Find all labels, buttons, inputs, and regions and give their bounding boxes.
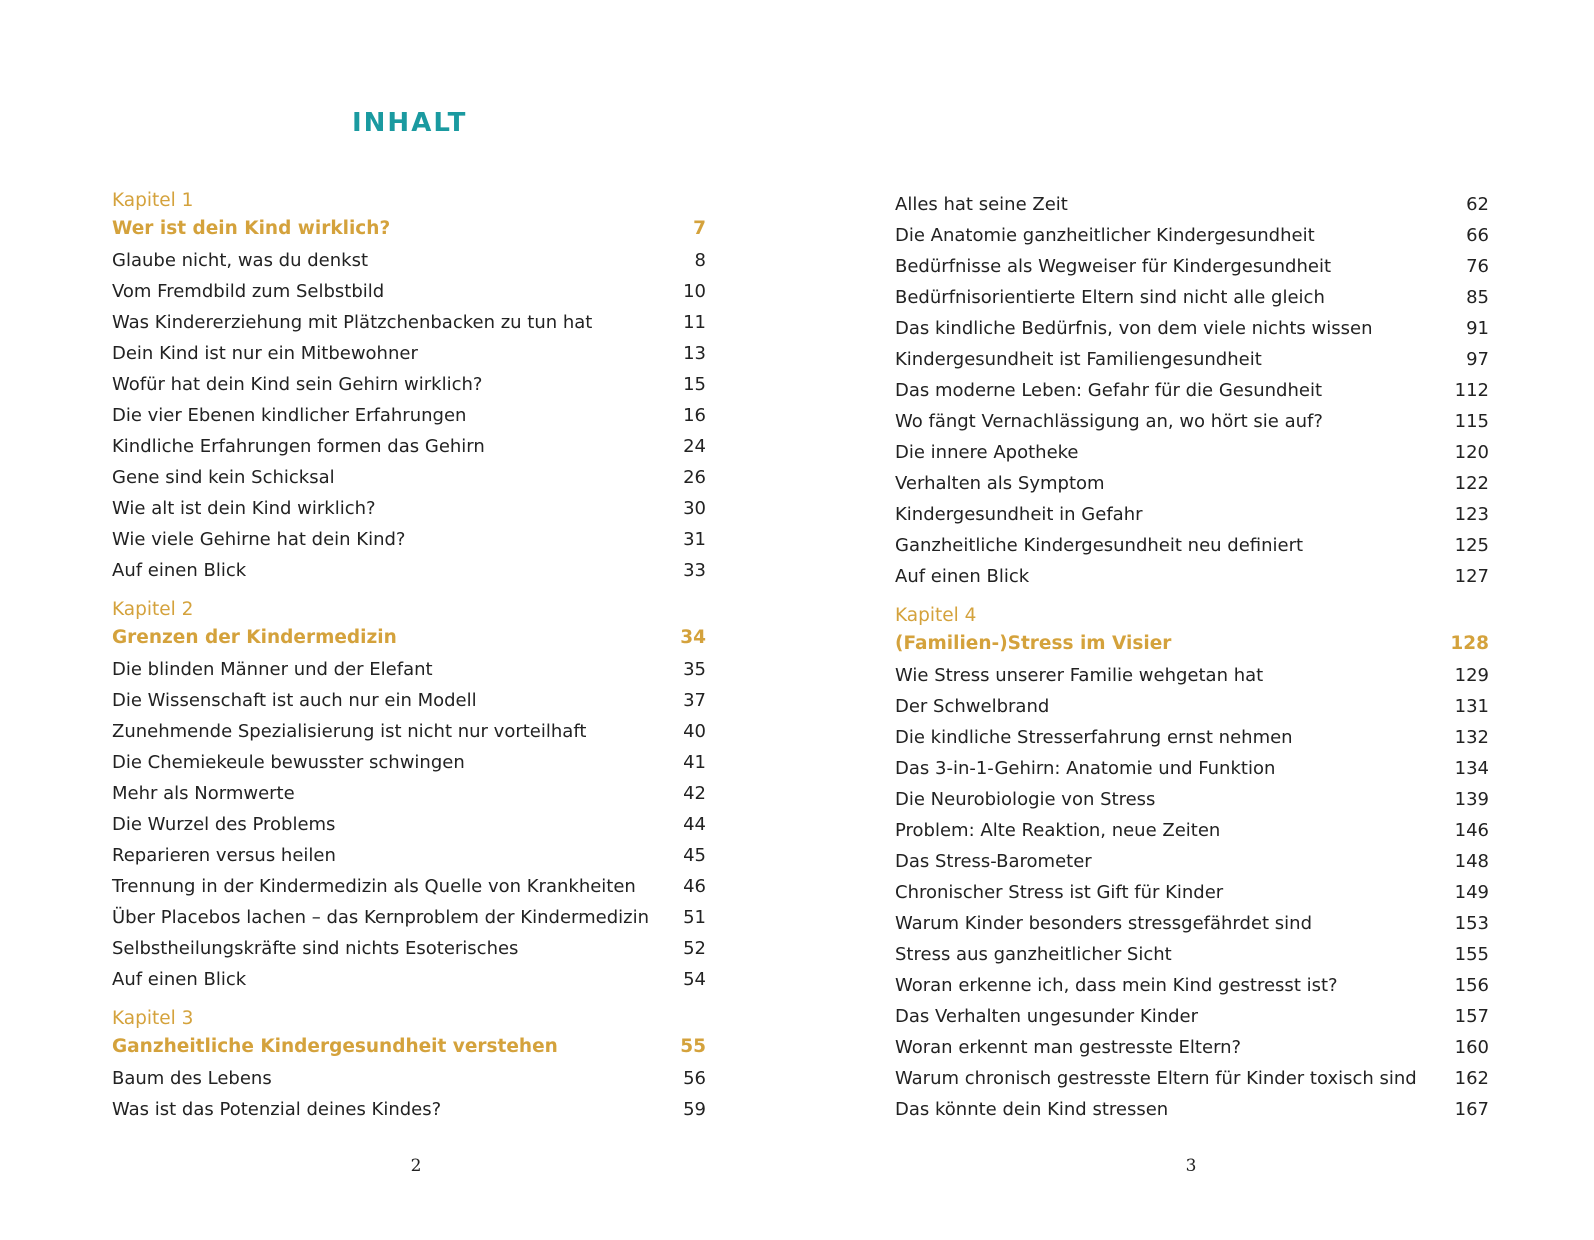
- toc-entry-page: 120: [1454, 442, 1489, 463]
- toc-entry-page: 157: [1454, 1006, 1489, 1027]
- toc-entry: [895, 877, 1489, 908]
- toc-entry: [112, 809, 706, 840]
- toc-title: INHALT: [352, 108, 468, 138]
- toc-entry: [112, 902, 706, 933]
- toc-entry: [895, 939, 1489, 970]
- chapter-page: 7: [693, 218, 706, 239]
- toc-entry-page: 46: [683, 876, 706, 897]
- toc-entry-title: Warum chronisch gestresste Eltern für Kinder toxisch sind: [895, 1068, 1417, 1089]
- toc-entry-title: Bedürfnisorientierte Eltern sind nicht alle gleich: [895, 287, 1325, 308]
- toc-entry-page: 112: [1454, 380, 1489, 401]
- toc-entry-title: Baum des Lebens: [112, 1068, 272, 1089]
- left-toc-column: [112, 189, 706, 1125]
- toc-entry-page: 155: [1454, 944, 1489, 965]
- toc-entry-title: Die Chemiekeule bewusster schwingen: [112, 752, 465, 773]
- toc-entry-page: 45: [683, 845, 706, 866]
- chapter-page: 55: [680, 1036, 706, 1057]
- chapter-title: Ganzheitliche Kindergesundheit verstehen: [112, 1036, 558, 1057]
- chapter-title: Wer ist dein Kind wirklich?: [112, 218, 391, 239]
- chapter-label: Kapitel 1: [112, 190, 194, 211]
- toc-entry-page: 129: [1454, 665, 1489, 686]
- toc-entry: [895, 344, 1489, 375]
- toc-entry-page: 139: [1454, 789, 1489, 810]
- toc-entry: [895, 1032, 1489, 1063]
- toc-entry-page: 132: [1454, 727, 1489, 748]
- toc-entry-page: 24: [683, 436, 706, 457]
- toc-entry-title: Dein Kind ist nur ein Mitbewohner: [112, 343, 418, 364]
- toc-entry-title: Die Anatomie ganzheitlicher Kindergesundheit: [895, 225, 1315, 246]
- chapter-title: (Familien-)Stress im Visier: [895, 633, 1172, 654]
- toc-entry-page: 8: [694, 250, 706, 271]
- toc-entry-page: 54: [683, 969, 706, 990]
- chapter-heading: [112, 1031, 706, 1063]
- toc-entry: [112, 871, 706, 902]
- right-toc-column: [895, 189, 1489, 1125]
- toc-entry: [895, 437, 1489, 468]
- toc-entry: [895, 251, 1489, 282]
- toc-entry-title: Glaube nicht, was du denkst: [112, 250, 368, 271]
- toc-entry-title: Wie viele Gehirne hat dein Kind?: [112, 529, 406, 550]
- toc-entry: [895, 530, 1489, 561]
- toc-entry-title: Reparieren versus heilen: [112, 845, 336, 866]
- page-number-right: 3: [1185, 1156, 1197, 1176]
- toc-entry: [112, 778, 706, 809]
- toc-entry-page: 149: [1454, 882, 1489, 903]
- toc-entry: [112, 462, 706, 493]
- toc-entry-title: Die kindliche Stresserfahrung ernst nehmen: [895, 727, 1293, 748]
- toc-entry-page: 10: [683, 281, 706, 302]
- toc-entry-page: 62: [1466, 194, 1489, 215]
- toc-entry-page: 167: [1454, 1099, 1489, 1120]
- toc-entry-title: Alles hat seine Zeit: [895, 194, 1068, 215]
- toc-entry: [895, 846, 1489, 877]
- toc-entry-title: Ganzheitliche Kindergesundheit neu definiert: [895, 535, 1304, 556]
- chapter-heading: [112, 213, 706, 245]
- toc-entry-title: Das moderne Leben: Gefahr für die Gesundheit: [895, 380, 1322, 401]
- toc-entry-page: 85: [1466, 287, 1489, 308]
- toc-entry-page: 33: [683, 560, 706, 581]
- toc-entry-title: Die Neurobiologie von Stress: [895, 789, 1156, 810]
- chapter-label: Kapitel 2: [112, 599, 194, 620]
- toc-entry: [895, 282, 1489, 313]
- toc-entry-page: 123: [1454, 504, 1489, 525]
- toc-entry: [895, 561, 1489, 592]
- toc-entry-title: Trennung in der Kindermedizin als Quelle von Krankheiten: [112, 876, 636, 897]
- toc-entry: [895, 908, 1489, 939]
- toc-entry: [112, 654, 706, 685]
- chapter-block: [112, 598, 706, 995]
- chapter-block: [112, 189, 706, 586]
- toc-entry-title: Die innere Apotheke: [895, 442, 1079, 463]
- toc-entry-page: 162: [1454, 1068, 1489, 1089]
- toc-entry-title: Auf einen Blick: [112, 969, 247, 990]
- toc-entry-title: Bedürfnisse als Wegweiser für Kindergesundheit: [895, 256, 1332, 277]
- toc-entry-page: 153: [1454, 913, 1489, 934]
- toc-entry-page: 131: [1454, 696, 1489, 717]
- toc-entry-page: 40: [683, 721, 706, 742]
- toc-entry: [895, 1063, 1489, 1094]
- toc-entry: [112, 747, 706, 778]
- toc-entry-title: Vom Fremdbild zum Selbstbild: [112, 281, 385, 302]
- toc-entry-page: 148: [1454, 851, 1489, 872]
- toc-entry-page: 134: [1454, 758, 1489, 779]
- right-page: [797, 0, 1594, 1240]
- toc-entry: [895, 815, 1489, 846]
- toc-entry: [895, 375, 1489, 406]
- toc-entry: [112, 1094, 706, 1125]
- toc-entry: [112, 555, 706, 586]
- toc-entry-page: 44: [683, 814, 706, 835]
- toc-entry-title: Wie alt ist dein Kind wirklich?: [112, 498, 376, 519]
- toc-entry: [895, 1094, 1489, 1125]
- toc-entry-title: Die vier Ebenen kindlicher Erfahrungen: [112, 405, 467, 426]
- toc-entry: [895, 499, 1489, 530]
- toc-entry: [895, 753, 1489, 784]
- toc-entry: [112, 369, 706, 400]
- toc-entry: [112, 338, 706, 369]
- toc-entry-page: 160: [1454, 1037, 1489, 1058]
- toc-entry-title: Das könnte dein Kind stressen: [895, 1099, 1169, 1120]
- toc-entry-title: Woran erkenne ich, dass mein Kind gestresst ist?: [895, 975, 1338, 996]
- toc-entry: [112, 1063, 706, 1094]
- toc-entry-page: 42: [683, 783, 706, 804]
- chapter-heading: [112, 622, 706, 654]
- toc-entry-page: 16: [683, 405, 706, 426]
- toc-entry-page: 59: [683, 1099, 706, 1120]
- toc-entry-title: Wofür hat dein Kind sein Gehirn wirklich?: [112, 374, 483, 395]
- toc-entry-page: 76: [1466, 256, 1489, 277]
- toc-entry: [895, 189, 1489, 220]
- toc-entry: [112, 685, 706, 716]
- toc-entry-title: Wo fängt Vernachlässigung an, wo hört sie auf?: [895, 411, 1323, 432]
- toc-entry: [895, 220, 1489, 251]
- chapter-page: 128: [1450, 633, 1489, 654]
- toc-entry-title: Das kindliche Bedürfnis, von dem viele nichts wissen: [895, 318, 1373, 339]
- toc-entry: [895, 970, 1489, 1001]
- toc-entry: [895, 313, 1489, 344]
- toc-entry-title: Zunehmende Spezialisierung ist nicht nur vorteilhaft: [112, 721, 587, 742]
- toc-entry-page: 91: [1466, 318, 1489, 339]
- toc-entry: [112, 307, 706, 338]
- chapter-label: Kapitel 4: [895, 605, 977, 626]
- chapter-block: [112, 1007, 706, 1125]
- toc-entry-title: Problem: Alte Reaktion, neue Zeiten: [895, 820, 1221, 841]
- toc-entry: [112, 431, 706, 462]
- toc-entry-page: 97: [1466, 349, 1489, 370]
- toc-entry-page: 156: [1454, 975, 1489, 996]
- toc-entry-title: Selbstheilungskräfte sind nichts Esoterisches: [112, 938, 519, 959]
- toc-entry-title: Was ist das Potenzial deines Kindes?: [112, 1099, 442, 1120]
- chapter-heading: [895, 628, 1489, 660]
- toc-entry: [895, 722, 1489, 753]
- toc-entry-page: 125: [1454, 535, 1489, 556]
- toc-entry-page: 37: [683, 690, 706, 711]
- toc-entry-title: Was Kindererziehung mit Plätzchenbacken zu tun hat: [112, 312, 593, 333]
- toc-entry-title: Kindliche Erfahrungen formen das Gehirn: [112, 436, 485, 457]
- toc-entry-title: Die Wurzel des Problems: [112, 814, 336, 835]
- toc-entry: [895, 691, 1489, 722]
- toc-entry: [895, 784, 1489, 815]
- toc-entry: [112, 840, 706, 871]
- toc-entry: [112, 524, 706, 555]
- toc-entry-title: Mehr als Normwerte: [112, 783, 295, 804]
- toc-entry-title: Chronischer Stress ist Gift für Kinder: [895, 882, 1224, 903]
- toc-entry-title: Die blinden Männer und der Elefant: [112, 659, 433, 680]
- toc-entry-page: 41: [683, 752, 706, 773]
- chapter-label: Kapitel 3: [112, 1008, 194, 1029]
- toc-entry-title: Wie Stress unserer Familie wehgetan hat: [895, 665, 1264, 686]
- toc-entry: [112, 493, 706, 524]
- toc-entry-title: Warum Kinder besonders stressgefährdet sind: [895, 913, 1312, 934]
- page-number-left: 2: [410, 1156, 422, 1176]
- toc-entry-title: Kindergesundheit in Gefahr: [895, 504, 1143, 525]
- toc-entry-title: Das Verhalten ungesunder Kinder: [895, 1006, 1199, 1027]
- toc-entry-page: 66: [1466, 225, 1489, 246]
- toc-entry-title: Das Stress-Barometer: [895, 851, 1092, 872]
- toc-entry-page: 35: [683, 659, 706, 680]
- toc-entry-page: 15: [683, 374, 706, 395]
- toc-entry-title: Stress aus ganzheitlicher Sicht: [895, 944, 1172, 965]
- continued-entries: [895, 189, 1489, 592]
- toc-entry-page: 31: [683, 529, 706, 550]
- chapter-block: [895, 604, 1489, 1125]
- toc-entry-page: 115: [1454, 411, 1489, 432]
- toc-entry: [112, 245, 706, 276]
- toc-entry-title: Woran erkennt man gestresste Eltern?: [895, 1037, 1242, 1058]
- toc-entry: [112, 964, 706, 995]
- toc-entry-page: 122: [1454, 473, 1489, 494]
- toc-entry-page: 127: [1454, 566, 1489, 587]
- toc-entry: [112, 716, 706, 747]
- toc-entry: [112, 400, 706, 431]
- toc-entry-title: Kindergesundheit ist Familiengesundheit: [895, 349, 1262, 370]
- toc-entry-page: 56: [683, 1068, 706, 1089]
- toc-entry-page: 26: [683, 467, 706, 488]
- toc-entry: [112, 933, 706, 964]
- toc-entry: [895, 406, 1489, 437]
- toc-entry-title: Verhalten als Symptom: [895, 473, 1105, 494]
- toc-entry: [895, 1001, 1489, 1032]
- toc-entry-title: Gene sind kein Schicksal: [112, 467, 335, 488]
- toc-entry-title: Das 3-in-1-Gehirn: Anatomie und Funktion: [895, 758, 1276, 779]
- toc-entry-page: 146: [1454, 820, 1489, 841]
- toc-entry: [112, 276, 706, 307]
- toc-entry-title: Auf einen Blick: [112, 560, 247, 581]
- toc-entry-title: Über Placebos lachen – das Kernproblem der Kindermedizin: [112, 907, 649, 928]
- toc-entry-page: 52: [683, 938, 706, 959]
- toc-entry-title: Auf einen Blick: [895, 566, 1030, 587]
- toc-entry: [895, 468, 1489, 499]
- toc-entry-title: Der Schwelbrand: [895, 696, 1050, 717]
- toc-entry-page: 13: [683, 343, 706, 364]
- toc-entry-title: Die Wissenschaft ist auch nur ein Modell: [112, 690, 477, 711]
- chapter-page: 34: [680, 627, 706, 648]
- toc-entry: [895, 660, 1489, 691]
- chapter-title: Grenzen der Kindermedizin: [112, 627, 397, 648]
- toc-entry-page: 51: [683, 907, 706, 928]
- toc-entry-page: 11: [683, 312, 706, 333]
- toc-entry-page: 30: [683, 498, 706, 519]
